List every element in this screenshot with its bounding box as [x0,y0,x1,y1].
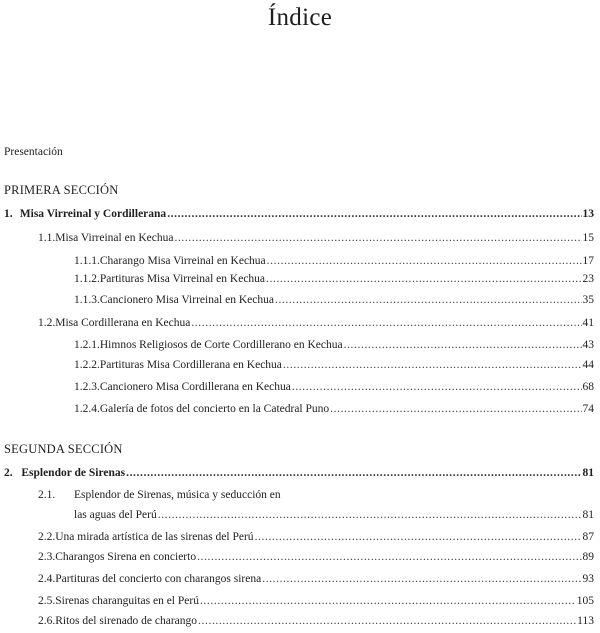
dot-leader [275,293,582,307]
entry-label: Galería de fotos del concierto en la Catedral Puno [99,403,330,415]
dot-leader [198,614,576,628]
page-number: 17 [582,255,594,267]
page-number: 68 [582,381,594,393]
entry-label: Himnos Religiosos de Corte Cordillerano en Kechua [99,339,343,351]
toc-entry-2-4 [38,572,594,586]
page-title: Índice [267,4,333,31]
chapter-label: Misa Virreinal y Cordillerana [19,208,167,220]
entry-label: Misa Virreinal en Kechua [55,232,174,244]
toc-entry-2-5 [38,594,594,608]
entry-label: Partituras del concierto con charangos sirena [55,573,262,585]
entry-number: 1.2.1. [74,339,100,351]
entry-label: Sirenas charanguitas en el Perú [55,595,199,607]
dot-leader [262,572,581,586]
page-number: 41 [582,317,594,329]
toc-entry-2-2 [38,530,594,544]
page-number: 87 [582,531,594,543]
entry-label-continued: las aguas del Perú [74,509,157,521]
dot-leader [266,272,581,286]
entry-number: 1.1.3. [74,294,100,306]
toc-entry-1-1-1 [74,254,594,268]
dot-leader [292,380,582,394]
entry-number: 2.3. [38,551,56,563]
section-heading-2: SEGUNDA SECCIÓN [4,442,123,456]
dot-leader [191,316,581,330]
dot-leader [158,508,582,522]
toc-entry-1-2-2 [74,358,594,372]
toc-entry-1-2-4 [74,402,594,416]
entry-number: 1.2.4. [74,403,100,415]
page-number: 13 [582,208,594,220]
chapter-number: 2. [4,467,13,479]
toc-entry-1-1 [38,231,594,245]
entry-number: 1.2.2. [74,359,100,371]
toc-entry-2-3 [38,550,594,564]
entry-number: 2.5. [38,595,56,607]
entry-label: Cancionero Misa Virreinal en Kechua [99,294,274,306]
chapter-number: 1. [4,208,13,220]
toc-entry-1-2-3 [74,380,594,394]
dot-leader [174,231,581,245]
page-number: 35 [582,294,594,306]
toc-entry-1-2-1 [74,338,594,352]
entry-number: 2.4. [38,573,56,585]
entry-number: 1.1.2. [74,273,100,285]
page-number: 113 [577,615,594,627]
entry-number: 1.1. [38,232,56,244]
page-number: 89 [582,551,594,563]
dot-leader [267,254,582,268]
dot-leader [344,338,582,352]
page-number: 43 [582,339,594,351]
entry-number: 2.6. [38,615,56,627]
entry-label: Misa Cordillerana en Kechua [55,317,191,329]
entry-label: Charango Misa Virreinal en Kechua [99,255,266,267]
page-number: 81 [582,509,594,521]
entry-number: 1.2.3. [74,381,100,393]
dot-leader [283,358,582,372]
entry-number: 1.1.1. [74,255,100,267]
dot-leader [255,530,582,544]
toc-entry-2-6 [38,614,594,628]
entry-label: Cancionero Misa Cordillerana en Kechua [99,381,291,393]
entry-label: Ritos del sirenado de charango [55,615,198,627]
entry-number: 2.1. [38,489,56,501]
chapter-2-entry [4,466,594,480]
entry-label: Charangos Sirena en concierto [55,551,197,563]
page-number: 81 [582,467,594,479]
toc-entry-1-2 [38,316,594,330]
toc-entry-2-1-line2 [74,508,594,522]
page-number: 74 [582,403,594,415]
chapter-label: Esplendor de Sirenas [21,467,126,479]
entry-number: 2.2. [38,531,56,543]
dot-leader [200,594,576,608]
toc-entry-1-1-3 [74,293,594,307]
entry-label: Una mirada artística de las sirenas del Perú [55,531,254,543]
page-number: 23 [582,273,594,285]
page-number: 15 [582,232,594,244]
page-number: 44 [582,359,594,371]
entry-label: Partituras Misa Cordillerana en Kechua [99,359,282,371]
dot-leader [330,402,581,416]
entry-label: Esplendor de Sirenas, música y seducción en [74,489,281,501]
presentacion-entry: Presentación [4,146,63,158]
page-number: 93 [582,573,594,585]
entry-label: Partituras Misa Virreinal en Kechua [99,273,266,285]
entry-number: 1.2. [38,317,56,329]
page-number: 105 [576,595,594,607]
dot-leader [197,550,581,564]
toc-entry-1-1-2 [74,272,594,286]
section-heading-1: PRIMERA SECCIÓN [4,183,119,197]
chapter-1-entry [4,207,594,221]
dot-leader [167,207,581,221]
dot-leader [126,466,581,480]
toc-entry-2-1-line1 [38,488,594,502]
